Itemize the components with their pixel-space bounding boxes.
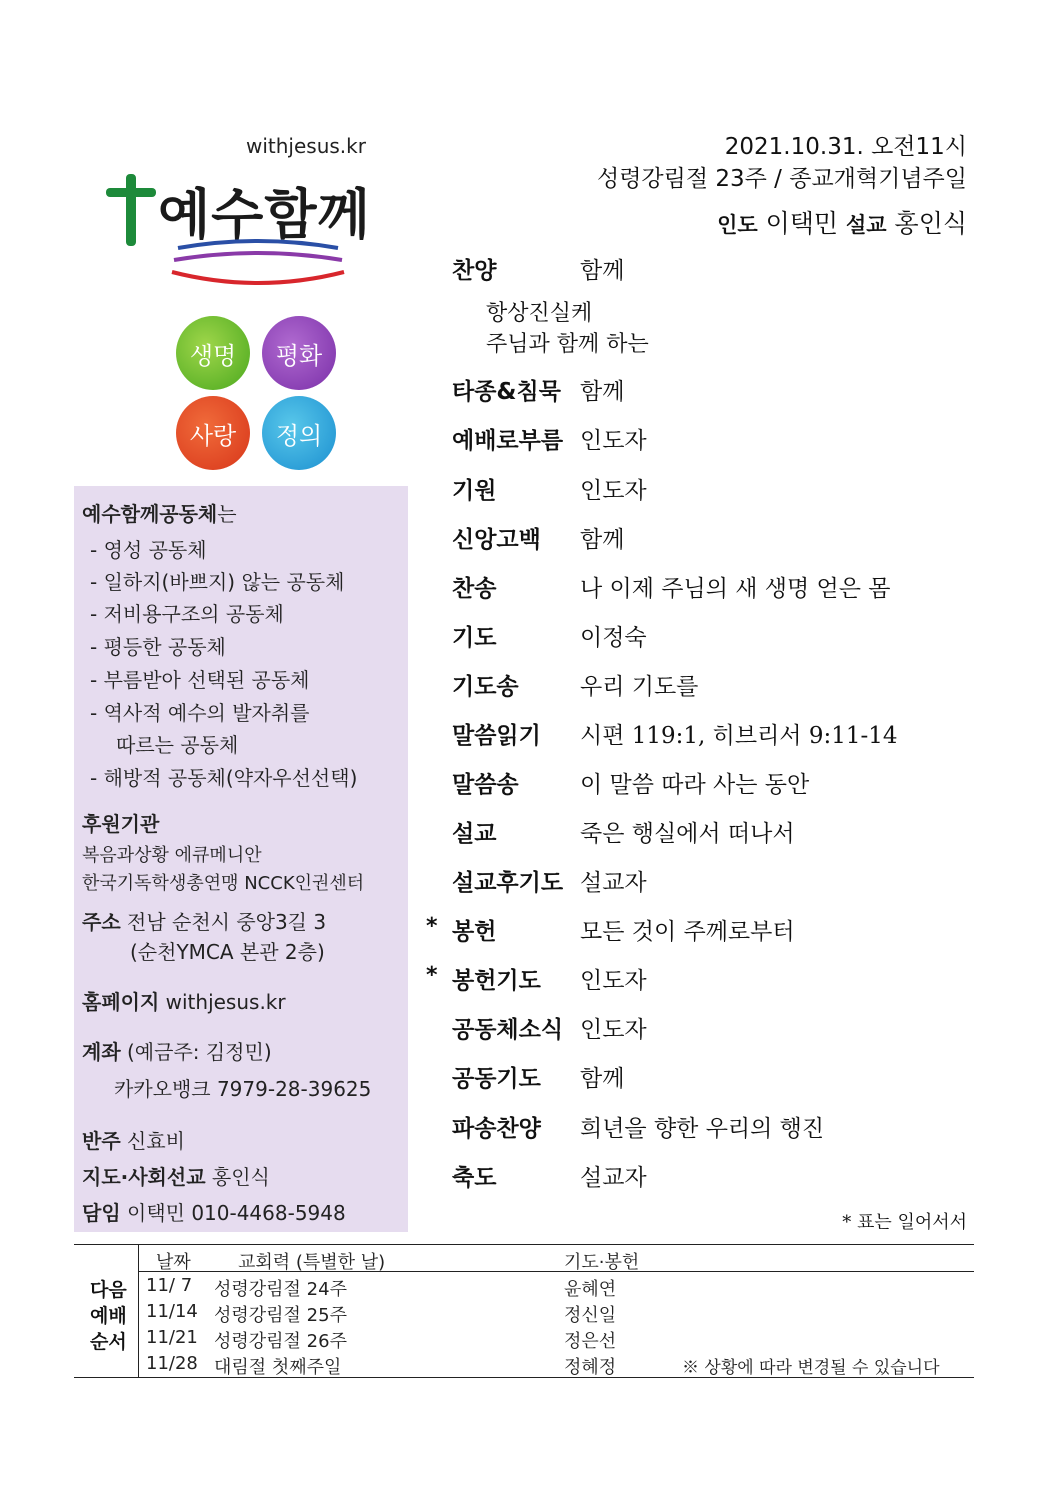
pastor: 담임 이택민 010-4468-5948 <box>82 1201 346 1225</box>
service-leaders: 인도 이택민 설교 홍인식 <box>717 209 967 238</box>
standing-marker: * <box>426 963 438 988</box>
header-prayer: 기도·봉헌 <box>564 1252 640 1273</box>
row-prayer: 윤혜연 <box>564 1279 617 1300</box>
row-date: 11/ 7 <box>146 1275 193 1296</box>
logo-name: 예수함께 <box>158 183 371 246</box>
row-calendar: 성령강림절 24주 <box>214 1279 347 1300</box>
lyric-line: 항상진실케 <box>486 301 593 326</box>
order-item: 찬송 나 이제 주님의 새 생명 얻은 몸 <box>452 576 891 602</box>
standing-note: * 표는 일어서서 <box>842 1212 967 1233</box>
account-number: 카카오뱅크 7979-28-39625 <box>114 1077 372 1101</box>
address: 주소 전남 순천시 중앙3길 3 <box>82 910 327 934</box>
list-item: - 해방적 공동체(약자우선선택) <box>90 766 358 790</box>
next-label: 다음 <box>90 1279 127 1301</box>
header-calendar: 교회력 (특별한 날) <box>238 1252 386 1273</box>
next-label: 순서 <box>90 1331 127 1353</box>
next-label: 예배 <box>90 1305 127 1327</box>
next-services-table <box>74 1244 974 1378</box>
list-item: - 일하지(바쁘지) 않는 공동체 <box>90 570 345 594</box>
row-date: 11/14 <box>146 1301 198 1322</box>
order-item: 말씀송 이 말씀 따라 사는 동안 <box>452 772 810 798</box>
order-item: 타종&침묵 함께 <box>452 379 625 405</box>
row-calendar: 대림절 첫째주일 <box>214 1357 342 1378</box>
list-item: - 역사적 예수의 발자취를 <box>90 701 310 725</box>
order-item: 기도 이정숙 <box>452 625 647 651</box>
cross-icon <box>106 174 156 246</box>
service-subtitle: 성령강림절 23주 / 종교개혁기념주일 <box>596 166 967 192</box>
list-item: - 저비용구조의 공동체 <box>90 602 284 626</box>
badge-justice: 정의 <box>262 396 336 470</box>
row-prayer: 정신일 <box>564 1305 617 1326</box>
list-item: - 영성 공동체 <box>90 538 207 562</box>
list-item: - 부름받아 선택된 공동체 <box>90 668 310 692</box>
order-item: 말씀읽기 시편 119:1, 히브리서 9:11-14 <box>452 723 898 749</box>
order-item: 찬양 함께 <box>452 258 625 284</box>
badge-life: 생명 <box>176 316 250 390</box>
row-prayer: 정은선 <box>564 1331 617 1352</box>
order-item: 기도송 우리 기도를 <box>452 674 699 700</box>
order-item: 설교 죽은 행실에서 떠나서 <box>452 821 795 847</box>
lyric-line: 주님과 함께 하는 <box>486 332 649 357</box>
order-item: 파송찬양 희년을 향한 우리의 행진 <box>452 1116 825 1142</box>
mission: 지도·사회선교 홍인식 <box>82 1165 270 1189</box>
order-item: 공동기도 함께 <box>452 1066 625 1092</box>
homepage: 홈페이지 withjesus.kr <box>82 990 286 1014</box>
list-item: - 평등한 공동체 <box>90 635 226 659</box>
order-item: 신앙고백 함께 <box>452 527 625 553</box>
order-item: 기원 인도자 <box>452 478 647 504</box>
list-item: 따르는 공동체 <box>116 733 239 757</box>
order-item: 공동체소식 인도자 <box>452 1017 647 1043</box>
row-date: 11/21 <box>146 1327 198 1348</box>
service-date: 2021.10.31. 오전11시 <box>724 134 967 160</box>
badge-love: 사랑 <box>176 396 250 470</box>
sponsor-label: 후원기관 <box>82 812 160 836</box>
address-line-2: (순천YMCA 본관 2층) <box>130 940 325 964</box>
accompanist: 반주 신효비 <box>82 1129 185 1153</box>
community-heading: 예수함께공동체는 <box>82 502 237 526</box>
community-sidebar <box>74 486 408 1232</box>
header-date: 날짜 <box>156 1252 191 1273</box>
order-item: 봉헌 모든 것이 주께로부터 <box>452 919 795 945</box>
order-item: 설교후기도 설교자 <box>452 870 647 896</box>
row-calendar: 성령강림절 25주 <box>214 1305 347 1326</box>
order-item: 축도 설교자 <box>452 1165 647 1191</box>
order-item: 봉헌기도 인도자 <box>452 968 647 994</box>
sponsor-line: 한국기독학생총연맹 NCCK인권센터 <box>82 873 365 894</box>
row-calendar: 성령강림절 26주 <box>214 1331 347 1352</box>
row-date: 11/28 <box>146 1353 198 1374</box>
logo-arcs-icon <box>168 238 348 290</box>
site-url: withjesus.kr <box>246 134 366 158</box>
order-item: 예배로부름 인도자 <box>452 428 647 454</box>
badge-peace: 평화 <box>262 316 336 390</box>
standing-marker: * <box>426 914 438 939</box>
row-prayer: 정혜정 <box>564 1357 617 1378</box>
sponsor-line: 복음과상황 에큐메니안 <box>82 845 262 866</box>
account: 계좌 (예금주: 김정민) <box>82 1040 272 1064</box>
table-footnote: ※ 상황에 따라 변경될 수 있습니다 <box>682 1358 940 1378</box>
